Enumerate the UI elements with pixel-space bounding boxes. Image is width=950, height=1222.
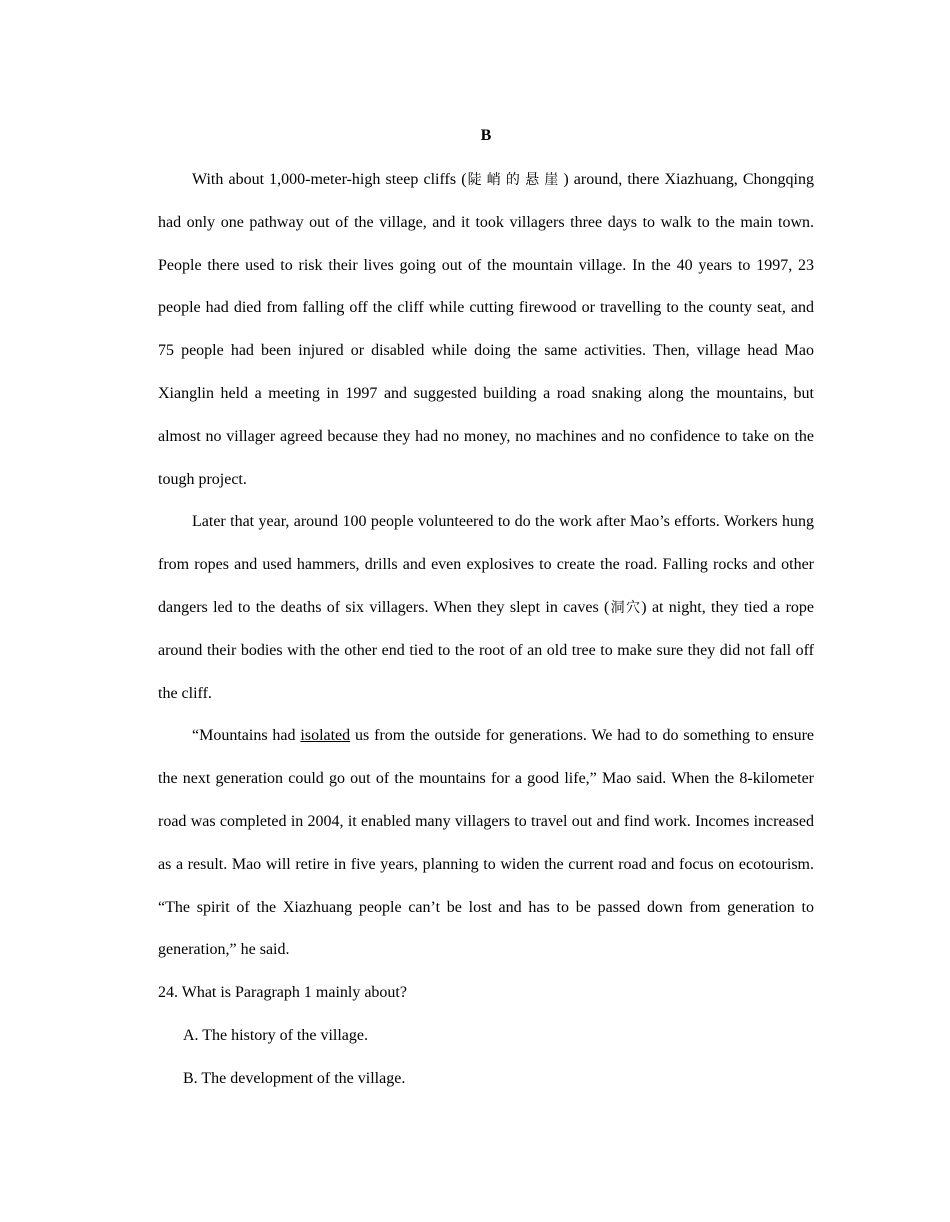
option-b: B. The development of the village. <box>183 1069 406 1087</box>
paragraph-1-chinese-gloss: 陡峭的悬崖 <box>466 172 564 188</box>
underlined-word: isolated <box>300 727 351 745</box>
option-a: A. The history of the village. <box>183 1026 368 1044</box>
paragraph-3-text-start: “Mountains had <box>192 727 301 745</box>
paragraph-1-text-end: ) around, there Xiazhuang, Chongqing had only one pathway out of the village, and it took villagers three days to walk to the main town. People there used to risk their lives going out of the mountain village. In the 40 years to 1997, 23 people had died from falling off the cliff while cutting firewood or travelling to the county seat, and 75 people had been injured or disabled while doing the same activities. Then, village head Mao Xianglin held a meeting in 1997 and suggested building a road snaking along the mountains, but almost no villager agreed because they had no money, no machines and no confidence to take on the tough project. <box>158 171 815 488</box>
section-title: B <box>480 127 492 144</box>
paragraph-1 <box>158 159 814 501</box>
paragraph-3-text-end: us from the outside for generations. We had to do something to ensure the next generation could go out of the mountains for a good life,” Mao said. When the 8-kilometer road was completed in 2004, it enabled many villagers to travel out and find work. Incomes increased as a result. Mao will retire in five years, planning to widen the current road and focus on ecotourism. “The spirit of the Xiazhuang people can’t be lost and has to be passed down from generation to generation,” he said. <box>158 727 814 959</box>
paragraph-2-text-start: Later that year, around 100 people volunteered to do the work after Mao’s efforts. Workers hung from ropes and used hammers, drills and even explosives to create the road. Falling rocks and other dangers led to the deaths of six villagers. When they slept in caves ( <box>158 513 814 616</box>
paragraph-2-text-end: ) at night, they tied a rope around their bodies with the other end tied to the root of an old tree to make sure they did not fall off the cliff. <box>158 598 815 702</box>
document-page <box>158 117 814 1101</box>
paragraph-2-chinese-gloss: 洞穴 <box>609 599 642 616</box>
paragraph-2 <box>158 501 814 715</box>
paragraph-3 <box>158 715 814 972</box>
paragraph-1-text-start: With about 1,000-meter-high steep cliffs ( <box>192 171 467 188</box>
question-24: 24. What is Paragraph 1 mainly about? <box>158 984 407 1002</box>
